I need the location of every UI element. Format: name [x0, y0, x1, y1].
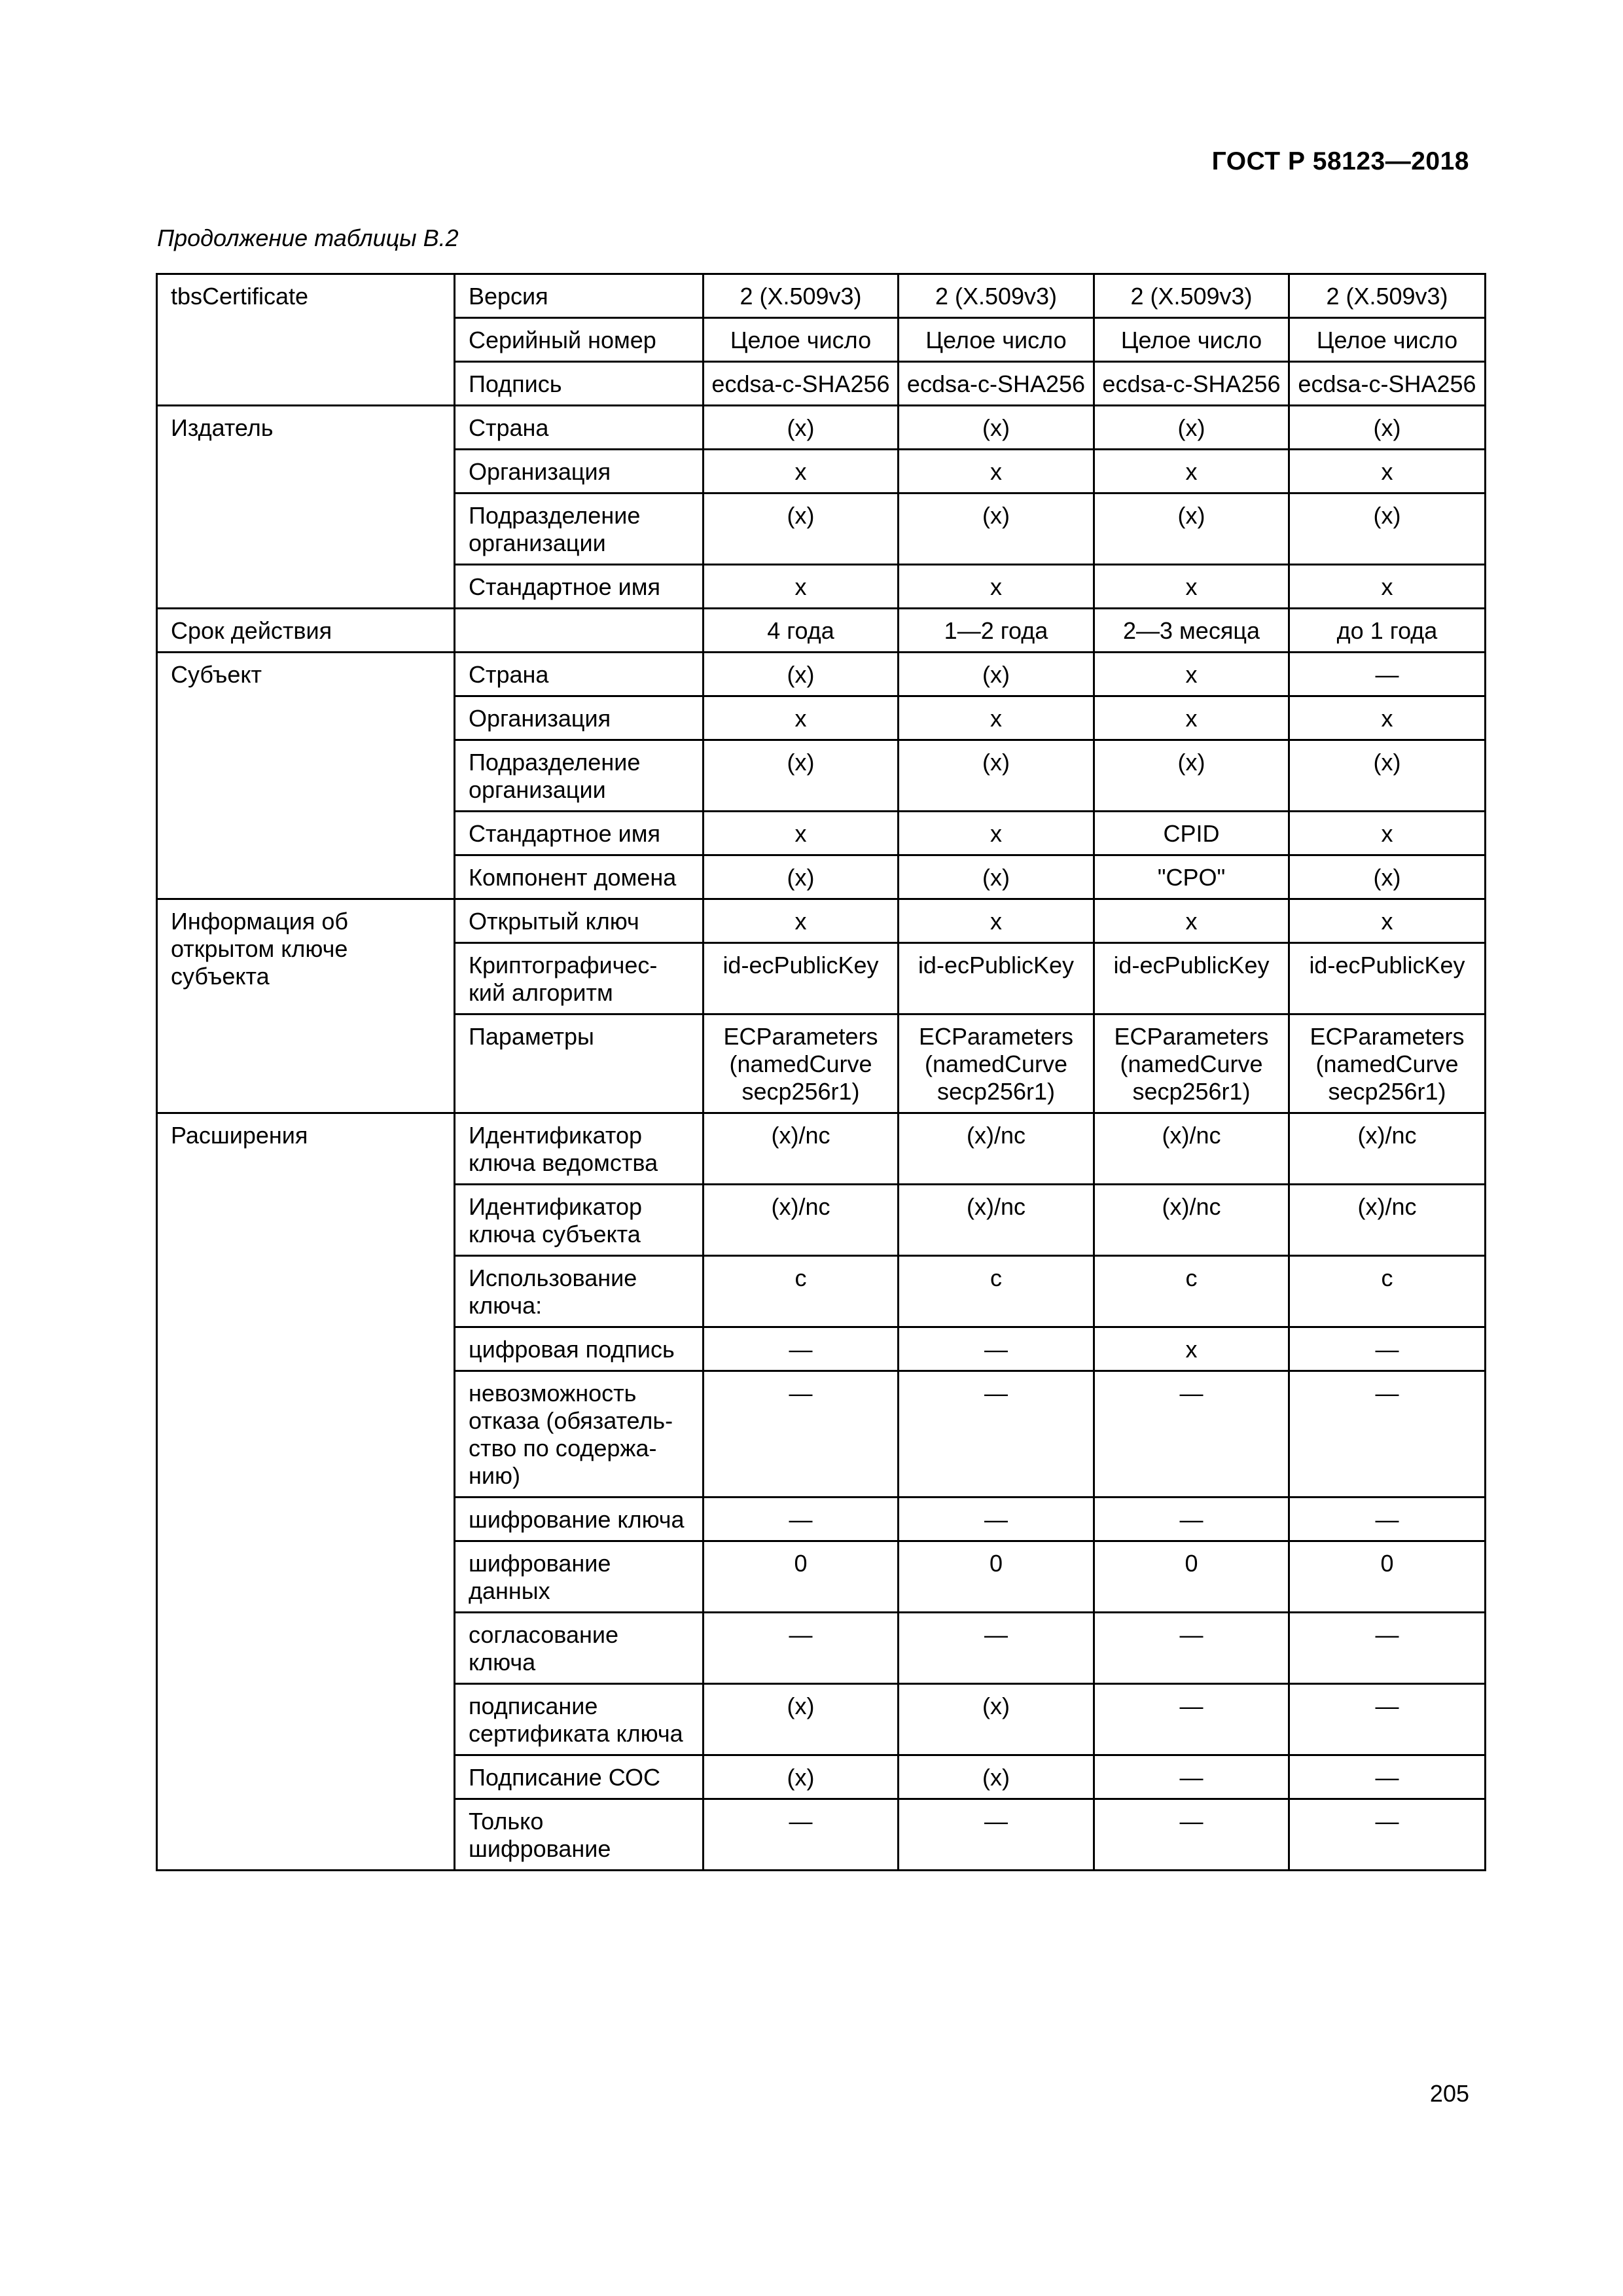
- value-cell: x: [899, 812, 1094, 855]
- value-cell: x: [899, 565, 1094, 609]
- value-cell: —: [1094, 1498, 1289, 1541]
- field-cell: Подписание СОС: [455, 1755, 704, 1799]
- value-cell: —: [1289, 1755, 1486, 1799]
- value-cell: x: [1094, 653, 1289, 696]
- value-cell: x: [1094, 565, 1289, 609]
- value-cell: —: [704, 1327, 899, 1371]
- value-cell: ecdsa-c-SHA256: [899, 362, 1094, 406]
- value-cell: —: [1289, 1799, 1486, 1871]
- table-row: [157, 609, 1486, 653]
- value-cell: 2 (X.509v3): [1094, 274, 1289, 318]
- value-cell: x: [899, 450, 1094, 493]
- value-cell: (x)/nc: [899, 1113, 1094, 1185]
- value-cell: (x): [899, 855, 1094, 899]
- value-cell: 2 (X.509v3): [1289, 274, 1486, 318]
- value-cell: x: [1094, 696, 1289, 740]
- value-cell: ecdsa-c-SHA256: [1094, 362, 1289, 406]
- value-cell: —: [899, 1371, 1094, 1498]
- value-cell: (x): [899, 1684, 1094, 1755]
- field-cell: Страна: [455, 406, 704, 450]
- group-cell: Расширения: [157, 1113, 455, 1871]
- value-cell: —: [1094, 1371, 1289, 1498]
- field-cell: Компонент домена: [455, 855, 704, 899]
- field-cell: Организация: [455, 450, 704, 493]
- value-cell: x: [899, 696, 1094, 740]
- field-cell: Параметры: [455, 1014, 704, 1113]
- value-cell: x: [1289, 565, 1486, 609]
- field-cell: цифровая подпись: [455, 1327, 704, 1371]
- value-cell: (x): [899, 740, 1094, 812]
- value-cell: (x): [1289, 493, 1486, 565]
- value-cell: 2 (X.509v3): [704, 274, 899, 318]
- table-row: [157, 899, 1486, 943]
- value-cell: x: [1094, 1327, 1289, 1371]
- value-cell: —: [899, 1498, 1094, 1541]
- value-cell: ecdsa-c-SHA256: [1289, 362, 1486, 406]
- field-cell: подписание сертификата ключа: [455, 1684, 704, 1755]
- value-cell: id-ecPublicKey: [1094, 943, 1289, 1014]
- certificate-profile-table: [156, 273, 1486, 1871]
- field-cell: Организация: [455, 696, 704, 740]
- value-cell: c: [1094, 1256, 1289, 1327]
- value-cell: —: [1289, 1371, 1486, 1498]
- value-cell: (x): [704, 493, 899, 565]
- value-cell: "CPO": [1094, 855, 1289, 899]
- value-cell: x: [704, 899, 899, 943]
- table-body: [157, 274, 1486, 1871]
- value-cell: x: [899, 899, 1094, 943]
- value-cell: (x): [1289, 855, 1486, 899]
- value-cell: 0: [704, 1541, 899, 1613]
- field-cell: Только шифрование: [455, 1799, 704, 1871]
- value-cell: c: [704, 1256, 899, 1327]
- value-cell: ECParameters (namedCurve secp256r1): [1094, 1014, 1289, 1113]
- group-cell: Издатель: [157, 406, 455, 609]
- value-cell: 2—3 месяца: [1094, 609, 1289, 653]
- value-cell: —: [1094, 1684, 1289, 1755]
- field-cell: Использование ключа:: [455, 1256, 704, 1327]
- group-cell: Субъект: [157, 653, 455, 899]
- value-cell: —: [704, 1799, 899, 1871]
- value-cell: (x): [899, 493, 1094, 565]
- field-cell: Идентификатор ключа субъекта: [455, 1185, 704, 1256]
- page-number: 205: [1429, 2080, 1469, 2107]
- value-cell: —: [1289, 1327, 1486, 1371]
- value-cell: —: [704, 1371, 899, 1498]
- value-cell: (x): [1289, 406, 1486, 450]
- value-cell: (x): [1094, 406, 1289, 450]
- table-row: [157, 406, 1486, 450]
- value-cell: (x): [704, 855, 899, 899]
- value-cell: x: [1289, 899, 1486, 943]
- field-cell: Стандартное имя: [455, 565, 704, 609]
- value-cell: —: [704, 1613, 899, 1684]
- value-cell: (x): [1289, 740, 1486, 812]
- value-cell: CPID: [1094, 812, 1289, 855]
- document-header: ГОСТ Р 58123—2018: [1211, 147, 1469, 175]
- group-cell: Срок действия: [157, 609, 455, 653]
- value-cell: Целое число: [1094, 318, 1289, 362]
- group-cell: Информация об открытом ключе субъекта: [157, 899, 455, 1113]
- value-cell: ECParameters (namedCurve secp256r1): [704, 1014, 899, 1113]
- value-cell: —: [1094, 1755, 1289, 1799]
- value-cell: id-ecPublicKey: [704, 943, 899, 1014]
- value-cell: (x): [704, 1755, 899, 1799]
- field-cell: Стандартное имя: [455, 812, 704, 855]
- field-cell: Идентификатор ключа ведомства: [455, 1113, 704, 1185]
- value-cell: —: [1289, 653, 1486, 696]
- value-cell: 0: [1094, 1541, 1289, 1613]
- value-cell: 2 (X.509v3): [899, 274, 1094, 318]
- value-cell: 0: [1289, 1541, 1486, 1613]
- value-cell: —: [1094, 1613, 1289, 1684]
- value-cell: ECParameters (namedCurve secp256r1): [899, 1014, 1094, 1113]
- value-cell: (x): [704, 1684, 899, 1755]
- value-cell: c: [899, 1256, 1094, 1327]
- value-cell: —: [1289, 1684, 1486, 1755]
- value-cell: x: [1289, 696, 1486, 740]
- table-caption: Продолжение таблицы В.2: [157, 224, 459, 251]
- value-cell: (x)/nc: [704, 1113, 899, 1185]
- table-row: [157, 274, 1486, 318]
- value-cell: 0: [899, 1541, 1094, 1613]
- value-cell: id-ecPublicKey: [899, 943, 1094, 1014]
- value-cell: (x)/nc: [1094, 1113, 1289, 1185]
- value-cell: (x): [1094, 740, 1289, 812]
- value-cell: x: [1094, 899, 1289, 943]
- value-cell: (x): [704, 740, 899, 812]
- value-cell: ECParameters (namedCurve secp256r1): [1289, 1014, 1486, 1113]
- value-cell: 4 года: [704, 609, 899, 653]
- value-cell: —: [704, 1498, 899, 1541]
- field-cell: Криптографичес-кий алгоритм: [455, 943, 704, 1014]
- value-cell: x: [704, 450, 899, 493]
- value-cell: —: [1289, 1498, 1486, 1541]
- field-cell: шифрование ключа: [455, 1498, 704, 1541]
- value-cell: (x): [899, 406, 1094, 450]
- value-cell: —: [899, 1799, 1094, 1871]
- value-cell: (x)/nc: [1289, 1185, 1486, 1256]
- value-cell: x: [704, 696, 899, 740]
- value-cell: x: [1094, 450, 1289, 493]
- value-cell: —: [899, 1327, 1094, 1371]
- field-cell: невозможность отказа (обязатель-ство по содержа-нию): [455, 1371, 704, 1498]
- field-cell: Подразделение организации: [455, 740, 704, 812]
- value-cell: id-ecPublicKey: [1289, 943, 1486, 1014]
- value-cell: (x): [899, 653, 1094, 696]
- value-cell: (x)/nc: [899, 1185, 1094, 1256]
- value-cell: (x): [704, 406, 899, 450]
- table-row: [157, 1113, 1486, 1185]
- value-cell: x: [704, 565, 899, 609]
- value-cell: до 1 года: [1289, 609, 1486, 653]
- value-cell: (x): [899, 1755, 1094, 1799]
- field-cell: [455, 609, 704, 653]
- field-cell: Версия: [455, 274, 704, 318]
- value-cell: ecdsa-c-SHA256: [704, 362, 899, 406]
- value-cell: Целое число: [1289, 318, 1486, 362]
- value-cell: x: [1289, 812, 1486, 855]
- value-cell: (x)/nc: [1289, 1113, 1486, 1185]
- field-cell: Открытый ключ: [455, 899, 704, 943]
- field-cell: Подпись: [455, 362, 704, 406]
- field-cell: Серийный номер: [455, 318, 704, 362]
- value-cell: —: [899, 1613, 1094, 1684]
- value-cell: —: [1289, 1613, 1486, 1684]
- value-cell: c: [1289, 1256, 1486, 1327]
- value-cell: (x)/nc: [704, 1185, 899, 1256]
- value-cell: (x)/nc: [1094, 1185, 1289, 1256]
- table-row: [157, 653, 1486, 696]
- field-cell: Подразделение организации: [455, 493, 704, 565]
- value-cell: (x): [1094, 493, 1289, 565]
- value-cell: —: [1094, 1799, 1289, 1871]
- field-cell: согласование ключа: [455, 1613, 704, 1684]
- value-cell: Целое число: [704, 318, 899, 362]
- value-cell: x: [704, 812, 899, 855]
- field-cell: Страна: [455, 653, 704, 696]
- value-cell: Целое число: [899, 318, 1094, 362]
- value-cell: 1—2 года: [899, 609, 1094, 653]
- value-cell: x: [1289, 450, 1486, 493]
- group-cell: tbsCertificate: [157, 274, 455, 406]
- field-cell: шифрование данных: [455, 1541, 704, 1613]
- value-cell: (x): [704, 653, 899, 696]
